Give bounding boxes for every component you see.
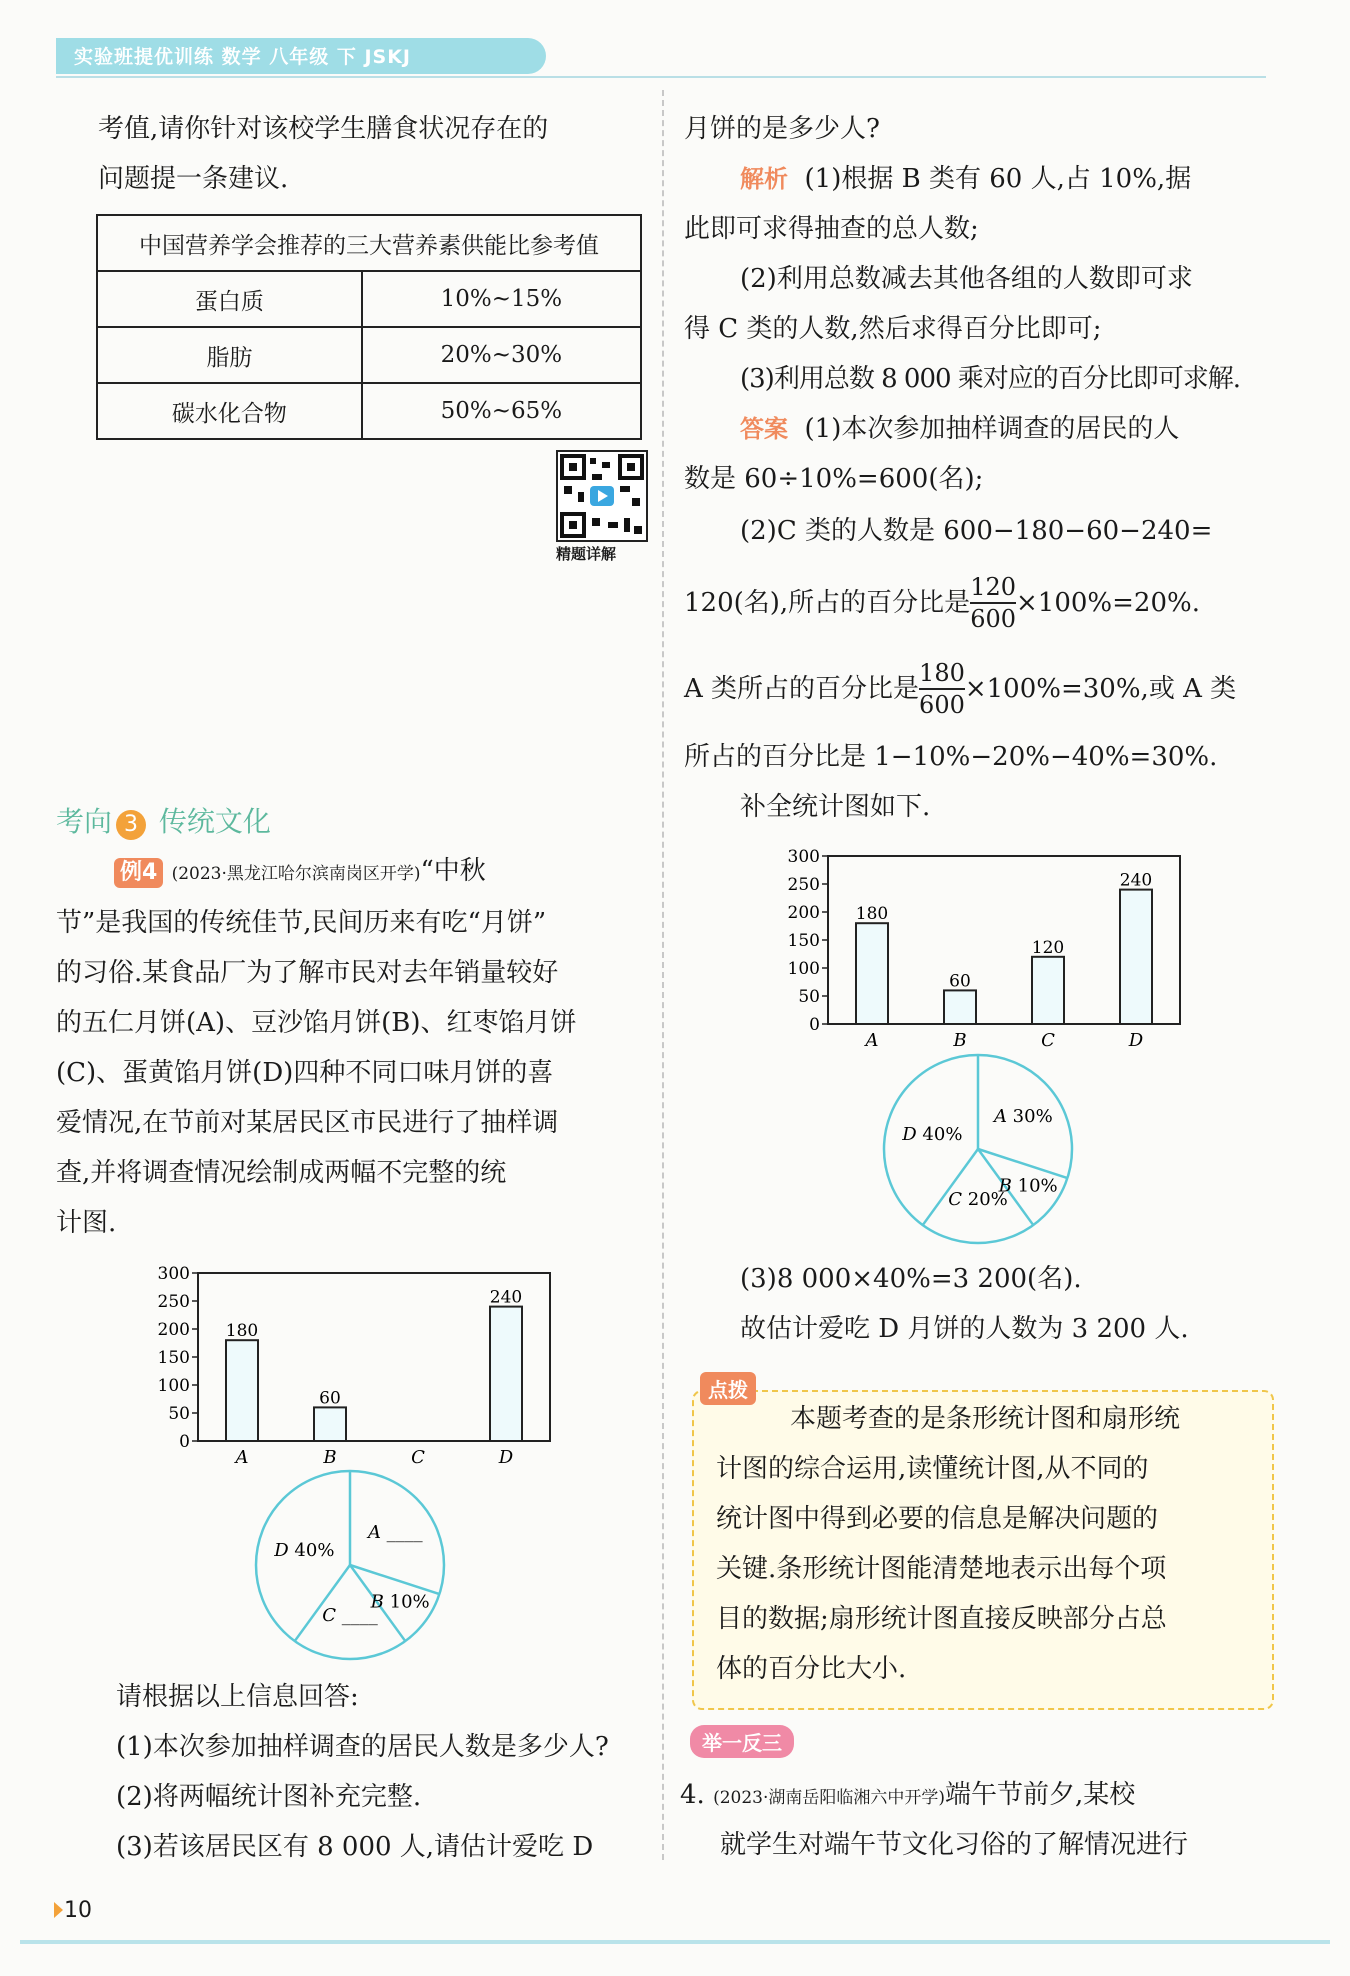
- nutrition-reference-table: [96, 214, 642, 440]
- x-tick-label: D: [498, 1447, 514, 1465]
- table-row: 脂肪 20%~30%: [97, 327, 641, 383]
- example-line: 查,并将调查情况绘制成两幅不完整的统: [56, 1158, 507, 1188]
- analysis-line: (3)利用总数 8 000 乘对应的百分比即可求解.: [740, 364, 1241, 394]
- table-row: 蛋白质 10%~15%: [97, 271, 641, 327]
- tip-line: 体的百分比大小.: [716, 1654, 907, 1684]
- x-tick-label: A: [865, 1030, 879, 1048]
- tip-line: 关键.条形统计图能清楚地表示出每个项: [716, 1554, 1167, 1584]
- pie-slice-label: D 40%: [274, 1540, 335, 1562]
- x-tick-label: A: [235, 1447, 249, 1465]
- example-line: 节”是我国的传统佳节,民间历来有吃“月饼”: [56, 908, 547, 938]
- answer-fraction-line-1: 120(名),所占的百分比是 $\frac{120}{600}$ ×100%=20%.: [684, 573, 1200, 633]
- answer-line: 故估计爱吃 D 月饼的人数为 3 200 人.: [740, 1314, 1189, 1344]
- left-top-line-2: 问题提一条建议.: [98, 164, 289, 194]
- header-rule: [56, 76, 1266, 78]
- answer-line: 所占的百分比是 1−10%−20%−40%=30%.: [684, 742, 1218, 772]
- y-tick-label: 250: [787, 875, 820, 895]
- analysis-line: (2)利用总数减去其他各组的人数即可求: [740, 264, 1193, 294]
- tip-badge: 点拨: [700, 1372, 756, 1405]
- x-tick-label: B: [953, 1030, 967, 1048]
- pie-slice-boundary: [923, 1149, 978, 1225]
- answer-line: 数是 60÷10%=600(名);: [684, 464, 984, 494]
- question-2: (2)将两幅统计图补充完整.: [116, 1782, 422, 1812]
- example-line: 的习俗.某食品厂为了解市民对去年销量较好: [56, 958, 559, 988]
- answer-line: 补全统计图如下.: [740, 792, 931, 822]
- question-4-line-1: 4. (2023·湖南岳阳临湘六中开学)端午节前夕,某校: [680, 1780, 1136, 1810]
- analysis-line: 得 C 类的人数,然后求得百分比即可;: [684, 314, 1102, 344]
- footer-rule: [20, 1940, 1330, 1944]
- section-title: 考向 3 传统文化: [56, 805, 271, 838]
- example-source: (2023·黑龙江哈尔滨南岗区开学): [171, 864, 421, 884]
- y-tick-label: 50: [168, 1404, 190, 1424]
- question-4-line-2: 就学生对端午节文化习俗的了解情况进行: [720, 1830, 1189, 1860]
- y-tick-label: 300: [157, 1264, 190, 1284]
- qr-code-icon[interactable]: [556, 450, 648, 542]
- bar-chart-complete: [770, 838, 1190, 1048]
- y-tick-label: 0: [809, 1015, 820, 1035]
- answer-fraction-line-2: A 类所占的百分比是 $\frac{180}{600}$ ×100%=30%,或 A 类: [684, 659, 1237, 719]
- answer-tag: 答案: [740, 415, 788, 443]
- tip-line: 统计图中得到必要的信息是解决问题的: [716, 1504, 1159, 1534]
- analysis-tag: 解析: [740, 165, 788, 193]
- bar-value-label: 60: [949, 971, 971, 992]
- y-tick-label: 250: [157, 1292, 190, 1312]
- pie-slice-label: B 10%: [370, 1591, 430, 1613]
- bar-value-label: 60: [319, 1388, 341, 1409]
- question-1: (1)本次参加抽样调查的居民人数是多少人?: [116, 1732, 609, 1762]
- bar: [1120, 890, 1152, 1024]
- answer-line: (2)C 类的人数是 600−180−60−240=: [740, 516, 1213, 546]
- y-tick-label: 150: [157, 1348, 190, 1368]
- pie-slice-boundary: [350, 1565, 439, 1594]
- juyi-fansan-badge: 举一反三: [690, 1725, 794, 1758]
- y-tick-label: 100: [787, 959, 820, 979]
- y-tick-label: 300: [787, 847, 820, 867]
- y-tick-label: 200: [157, 1320, 190, 1340]
- y-tick-label: 100: [157, 1376, 190, 1396]
- question-3: (3)若该居民区有 8 000 人,请估计爱吃 D: [116, 1832, 594, 1862]
- example-line: (C)、蛋黄馅月饼(D)四种不同口味月饼的喜: [56, 1058, 554, 1088]
- bar: [226, 1340, 258, 1441]
- bar-value-label: 180: [855, 904, 889, 925]
- bar-value-label: 240: [489, 1287, 523, 1308]
- y-tick-label: 200: [787, 903, 820, 923]
- example-first-line: 例4 (2023·黑龙江哈尔滨南岗区开学)“中秋: [114, 856, 486, 889]
- pie-slice-boundary: [978, 1149, 1067, 1178]
- example-line: 的五仁月饼(A)、豆沙馅月饼(B)、红枣馅月饼: [56, 1008, 577, 1038]
- pie-slice-label: C 20%: [948, 1189, 1008, 1210]
- y-tick-label: 150: [787, 931, 820, 951]
- tip-line: 计图的综合运用,读懂统计图,从不同的: [716, 1454, 1149, 1484]
- pie-slice-label: C ____: [322, 1605, 378, 1626]
- example-badge: 例4: [114, 858, 163, 888]
- pie-slice-label: D 40%: [902, 1124, 963, 1146]
- x-tick-label: C: [411, 1447, 425, 1465]
- tip-line: 目的数据;扇形统计图直接反映部分占总: [716, 1604, 1167, 1634]
- right-line: 月饼的是多少人?: [684, 114, 880, 144]
- bar: [944, 990, 976, 1024]
- bar: [856, 923, 888, 1024]
- analysis-line-1: 解析 (1)根据 B 类有 60 人,占 10%,据: [740, 164, 1192, 194]
- section-number: 3: [116, 810, 146, 840]
- table-row: 碳水化合物 50%~65%: [97, 383, 641, 439]
- pie-slice-boundary: [295, 1565, 350, 1641]
- pie-slice-label: A 30%: [993, 1106, 1053, 1128]
- left-top-line-1: 考值,请你针对该校学生膳食状况存在的: [98, 114, 549, 144]
- bar: [314, 1407, 346, 1441]
- pie-chart-complete: [868, 1044, 1088, 1254]
- bar: [1032, 957, 1064, 1024]
- bar: [490, 1307, 522, 1441]
- bar-value-label: 240: [1119, 870, 1153, 891]
- pie-slice-label: B 10%: [998, 1175, 1058, 1197]
- y-tick-label: 50: [798, 987, 820, 1007]
- answer-line: (3)8 000×40%=3 200(名).: [740, 1264, 1082, 1294]
- table-header: 中国营养学会推荐的三大营养素供能比参考值: [97, 215, 641, 271]
- qr-caption: 精题详解: [556, 545, 617, 563]
- y-tick-label: 0: [179, 1432, 190, 1452]
- x-tick-label: C: [1041, 1030, 1055, 1048]
- analysis-line: 此即可求得抽查的总人数;: [684, 214, 979, 244]
- page-arrow-icon: [54, 1902, 63, 1918]
- example-line: 爱情况,在节前对某居民区市民进行了抽样调: [56, 1108, 559, 1138]
- header-title: 实验班提优训练 数学 八年级 下 JSKJ: [74, 46, 412, 68]
- bar-value-label: 180: [225, 1321, 259, 1342]
- bar-value-label: 120: [1031, 937, 1065, 958]
- answer-line-1: 答案 (1)本次参加抽样调查的居民的人: [740, 414, 1180, 444]
- example-line: 计图.: [56, 1208, 117, 1238]
- column-divider: [662, 90, 664, 1860]
- page-number: 10: [64, 1898, 92, 1923]
- pie-chart-incomplete: [240, 1460, 460, 1670]
- bar-chart-incomplete: [140, 1255, 560, 1465]
- pie-slice-label: A ____: [367, 1522, 423, 1544]
- questions-intro: 请根据以上信息回答:: [116, 1682, 359, 1712]
- tip-line: 本题考查的是条形统计图和扇形统: [790, 1404, 1181, 1434]
- x-tick-label: B: [323, 1447, 337, 1465]
- x-tick-label: D: [1128, 1030, 1144, 1048]
